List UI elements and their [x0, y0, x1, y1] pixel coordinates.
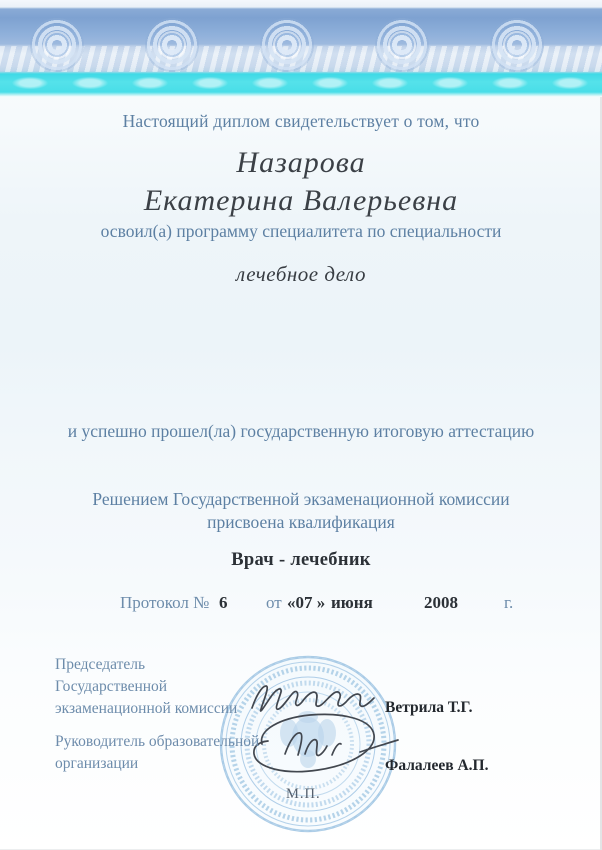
guilloche-border [0, 0, 602, 97]
program-line: освоил(а) программу специалитета по специальности [100, 221, 502, 241]
specialty-value: лечебное дело [236, 262, 366, 286]
chairman-title-line-1: Председатель [55, 656, 146, 673]
protocol-year-suffix: г. [504, 593, 514, 612]
commission-line-2: присвоена квалификация [207, 512, 395, 532]
chairman-title-line-2: Государственной [55, 678, 168, 695]
head-title-line-2: организации [55, 755, 139, 772]
head-signature [254, 714, 374, 771]
protocol-number: 6 [219, 593, 228, 612]
stamp-place-mark: М.П. [286, 786, 321, 802]
protocol-label: Протокол № [120, 593, 210, 612]
attestation-line: и успешно прошел(ла) государственную итоговую аттестацию [67, 421, 535, 441]
holder-given-names: Екатерина Валерьевна [143, 184, 459, 217]
head-title-line-1: Руководитель образовательной [55, 733, 260, 750]
protocol-day: «07 » [287, 593, 326, 612]
holder-surname: Назарова [236, 146, 366, 179]
head-signature-tail [360, 740, 398, 752]
protocol-month: июня [331, 593, 373, 612]
protocol-from-label: от [266, 593, 282, 612]
commission-line-1: Решением Государственной экзаменационной комиссии [92, 489, 510, 509]
chairman-title-line-3: экзаменационной комиссии [55, 700, 238, 717]
protocol-year: 2008 [424, 593, 458, 612]
chairman-signature [252, 686, 374, 711]
intro-line: Настоящий диплом свидетельствует о том, что [122, 111, 480, 131]
chairman-name: Ветрила Т.Г. [385, 699, 473, 716]
head-signature-initials [285, 733, 341, 756]
head-name: Фалалеев А.П. [385, 757, 489, 774]
qualification-value: Врач - лечебник [231, 550, 371, 570]
